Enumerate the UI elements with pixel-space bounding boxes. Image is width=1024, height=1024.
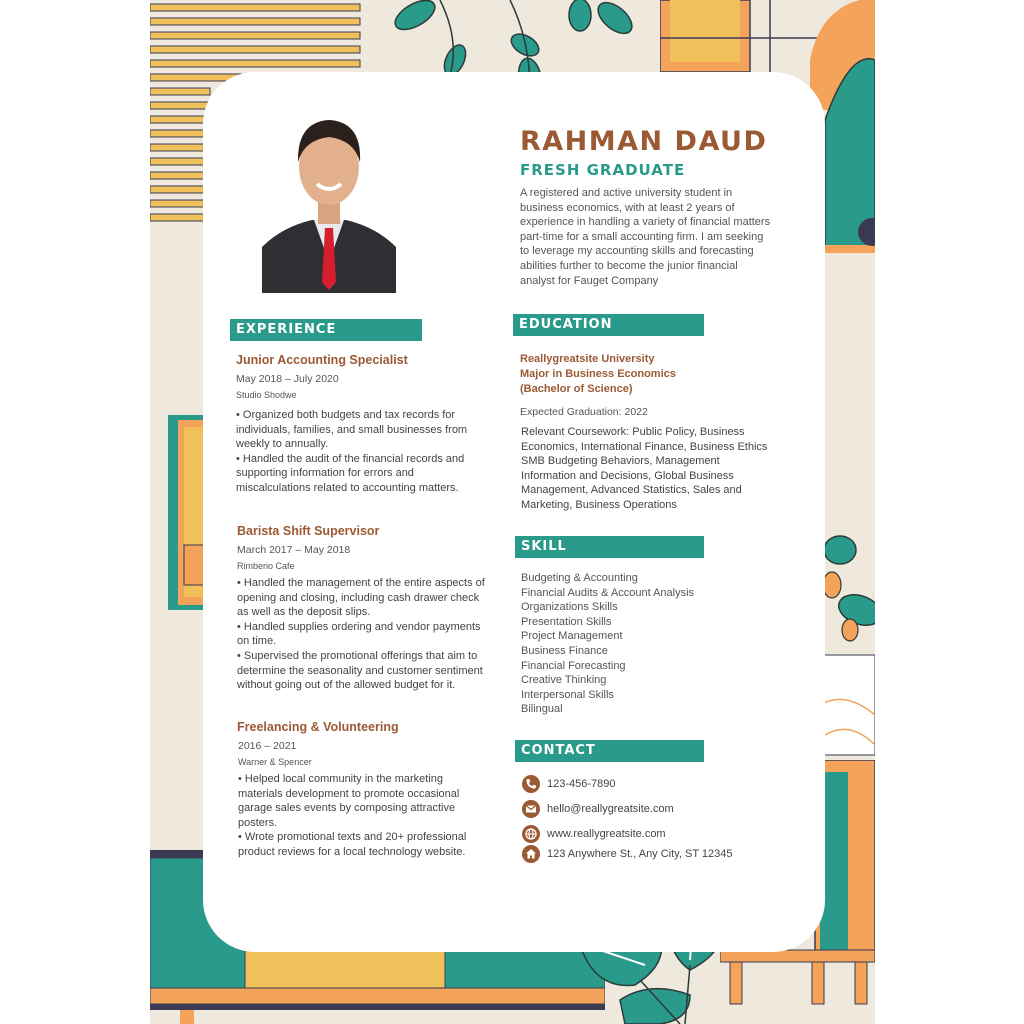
- potted-plant-illustration: [820, 530, 875, 770]
- skill-item: Financial Audits & Account Analysis: [521, 586, 695, 599]
- job-bullet: • Handled the management of the entire aspects of opening and closing, including cash drawer check as well as the deposit slips.: [237, 577, 485, 619]
- profile-summary: A registered and active university student in business economics, with at least 2 years of experience in handling a variety of financial matters part-time for a small accounting firm. I am seeking to leverage my accounting skills and forecasting abilities further to become the junior financial analyst for Fauget Company: [520, 187, 771, 287]
- job-title: Barista Shift Supervisor: [237, 524, 380, 538]
- job-bullet: • Handled supplies ordering and vendor payments on time.: [237, 620, 481, 648]
- job-company: Rimberio Cafe: [237, 561, 295, 571]
- candidate-role: FRESH GRADUATE: [520, 161, 686, 179]
- skill-list: [521, 571, 694, 717]
- skill-item: Creative Thinking: [521, 674, 607, 687]
- experience-heading: EXPERIENCE: [230, 319, 422, 341]
- contact-heading: CONTACT: [515, 740, 704, 762]
- job-dates: May 2018 – July 2020: [236, 373, 339, 385]
- skill-item: Presentation Skills: [521, 615, 612, 628]
- globe-icon: [522, 825, 540, 843]
- job-company: Warner & Spencer: [238, 757, 312, 767]
- contact-website[interactable]: [522, 825, 666, 843]
- skill-item: Organizations Skills: [521, 601, 618, 614]
- education-degree: (Bachelor of Science): [520, 383, 633, 395]
- skill-item: Financial Forecasting: [521, 659, 626, 672]
- job-bullet: • Organized both budgets and tax records for individuals, families, and small businesses from weekly to annually.: [236, 409, 468, 451]
- profile-photo: [262, 112, 396, 293]
- relevant-coursework: Relevant Coursework: Public Policy, Business Economics, International Finance, Business Ethics SMB Budgeting Behaviors, Management Information and Decisions, Global Business Management, Advanced Statistics, Sales and Marketing, Business Operations: [521, 426, 768, 511]
- job-dates: March 2017 – May 2018: [237, 544, 351, 556]
- contact-email[interactable]: [522, 800, 674, 818]
- job-title: Junior Accounting Specialist: [236, 353, 408, 367]
- contact-address[interactable]: [522, 845, 732, 863]
- contact-phone[interactable]: [522, 775, 616, 793]
- job-description: [238, 772, 490, 860]
- street-address: 123 Anywhere St., Any City, ST 12345: [547, 848, 733, 860]
- university-name: Reallygreatsite University: [520, 353, 655, 365]
- graduation-date: Expected Graduation: 2022: [520, 406, 648, 418]
- skill-item: Business Finance: [521, 644, 608, 657]
- job-description: [237, 576, 489, 693]
- website-url: www.reallygreatsite.com: [547, 828, 666, 840]
- job-bullet: • Wrote promotional texts and 20+ professional product reviews for a local technology website.: [238, 831, 467, 858]
- skill-item: Project Management: [521, 630, 623, 643]
- skill-item: Interpersonal Skills: [521, 688, 614, 701]
- skill-item: Bilingual: [521, 703, 563, 716]
- education-major: Major in Business Economics: [520, 368, 676, 380]
- job-title: Freelancing & Volunteering: [237, 720, 399, 734]
- wall-frame-illustration: [168, 415, 208, 610]
- job-company: Studio Shodwe: [236, 390, 297, 400]
- candidate-name: RAHMAN DAUD: [520, 126, 768, 157]
- email-address: hello@reallygreatsite.com: [547, 803, 674, 815]
- home-icon: [522, 845, 540, 863]
- email-icon: [522, 800, 540, 818]
- job-bullet: • Helped local community in the marketing materials development to promote occasional garage sales events by composing attractive posters.: [238, 773, 460, 829]
- job-dates: 2016 – 2021: [238, 740, 297, 752]
- phone-icon: [522, 775, 540, 793]
- skill-heading: SKILL: [515, 536, 704, 558]
- job-bullet: • Supervised the promotional offerings that aim to determine the seasonality and customer sentiment without going out of the allowed budget for it.: [237, 649, 483, 692]
- phone-number: 123-456-7890: [547, 778, 616, 790]
- job-bullet: • Handled the audit of the financial records and supporting information for errors and miscalculations related to accounting matters.: [236, 452, 465, 494]
- job-description: [236, 408, 488, 496]
- skill-item: Budgeting & Accounting: [521, 572, 638, 584]
- education-heading: EDUCATION: [513, 314, 704, 336]
